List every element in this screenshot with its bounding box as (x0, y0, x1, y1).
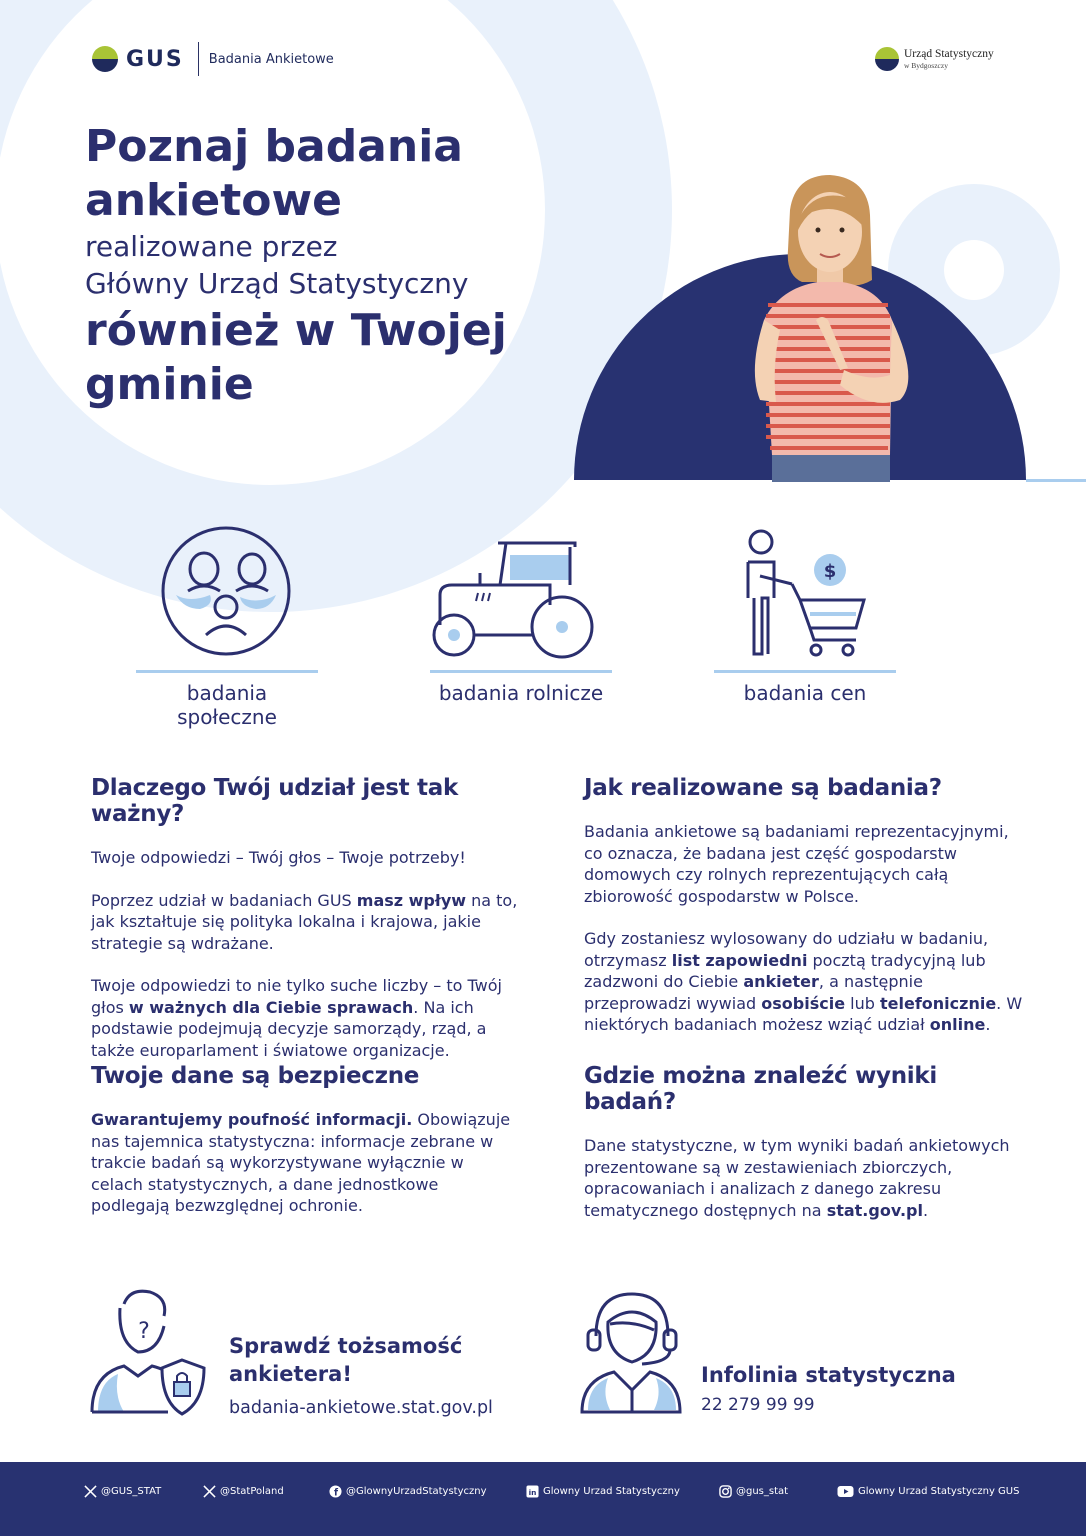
footer-link-x-gus-stat[interactable]: @GUS_STAT (84, 1482, 161, 1500)
footer-link-x-statpoland[interactable]: @StatPoland (203, 1482, 284, 1500)
section-heading: Gdzie można znaleźć wyniki badań? (584, 1063, 937, 1115)
section-why (91, 775, 531, 1082)
category-label: badania rolnicze (438, 681, 604, 705)
category-label: badania społeczne (177, 681, 277, 729)
how-paragraph-1: Badania ankietowe są badaniami reprezentacyjnymi, co oznacza, że badana jest część gospodarstw domowych czy rolnych reprezentujących całą zbiorowość gospodarstw w Polsce. (584, 822, 1009, 906)
svg-text:f: f (333, 1487, 338, 1498)
verify-url-link[interactable]: badania-ankietowe.stat.gov.pl (229, 1398, 493, 1418)
section-how (584, 775, 1024, 1057)
category-underline (714, 670, 896, 673)
hero-title (85, 120, 555, 412)
woman-photo (720, 170, 920, 482)
footer-link-linkedin[interactable]: in Glowny Urzad Statystyczny (526, 1482, 680, 1500)
subtitle-line-2: Główny Urząd Statystyczny (85, 267, 469, 300)
title-line-1: Poznaj badania (85, 121, 463, 172)
section-heading: Jak realizowane są badania? (584, 775, 942, 801)
office-logo[interactable] (874, 42, 994, 76)
emphasis-line-1: również w Twojej (85, 305, 507, 356)
shopping-cart-icon (740, 528, 870, 660)
svg-text:in: in (528, 1487, 537, 1497)
interviewer-id-icon (88, 1286, 210, 1418)
verify-title-line-2: ankietera! (229, 1362, 352, 1386)
footer-link-facebook[interactable]: f @GlownyUrzadStatystyczny (329, 1482, 487, 1500)
verify-interviewer-block (229, 1332, 493, 1418)
section-results (584, 1063, 1024, 1242)
verify-title-line-1: Sprawdź tożsamość (229, 1334, 463, 1358)
office-city: w Bydgoszczy (904, 61, 948, 70)
logo-divider (198, 42, 199, 76)
footer-link-instagram[interactable]: @gus_stat (719, 1482, 788, 1500)
svg-text:?: ? (138, 1319, 150, 1344)
gus-logo-subtitle: Badania Ankietowe (208, 51, 334, 67)
section-heading: Twoje dane są bezpieczne (91, 1063, 420, 1089)
footer-bar (0, 1462, 1086, 1536)
facebook-icon (329, 1485, 342, 1498)
why-paragraph-2: Poprzez udział w badaniach GUS masz wpływ na to, jak kształtuje się polityka lokalna i krajowa, jakie strategie są wdrażane. (91, 890, 518, 953)
category-underline (136, 670, 318, 673)
footer-link-youtube[interactable]: Glowny Urzad Statystyczny GUS (837, 1482, 1019, 1500)
emphasis-line-2: gminie (85, 359, 254, 410)
stat-gov-link[interactable]: stat.gov.pl (826, 1200, 923, 1220)
results-paragraph: Dane statystyczne, w tym wyniki badań ankietowych prezentowane są w zestawieniach zbiorczych, opracowaniach i analizach z danego zakresu tematycznego dostępnych na stat.gov.pl. (584, 1136, 1010, 1220)
category-social[interactable] (136, 670, 318, 729)
svg-text:$: $ (823, 561, 837, 582)
category-agricultural[interactable] (430, 670, 612, 705)
office-logo-mark-icon (874, 42, 900, 76)
hotline-headset-icon (580, 1290, 684, 1416)
hotline-title: Infolinia statystyczna (701, 1363, 956, 1387)
hotline-number[interactable]: 22 279 99 99 (701, 1395, 815, 1415)
tractor-icon (430, 535, 600, 660)
section-heading: Dlaczego Twój udział jest tak ważny? (91, 775, 458, 827)
how-paragraph-2: Gdy zostaniesz wylosowany do udziału w badaniu, otrzymasz list zapowiedni pocztą tradycyjną lub zadzwoni do Ciebie ankieter, a następnie przeprowadzi wywiad osobiście lub telefonicznie. W niektórych badaniach możesz wziąć udział online. (584, 929, 1023, 1034)
x-icon (203, 1485, 216, 1498)
hotline-block (701, 1361, 956, 1415)
x-icon (84, 1485, 97, 1498)
why-paragraph-3: Twoje odpowiedzi to nie tylko suche liczby – to Twój głos w ważnych dla Ciebie sprawach. Na ich podstawie podejmują decyzje samorządy, rząd, a także europarlament i światowe organizacje. (91, 976, 502, 1060)
why-paragraph-1: Twoje odpowiedzi – Twój głos – Twoje potrzeby! (91, 848, 466, 867)
gus-logo[interactable] (90, 42, 334, 76)
people-group-icon (160, 525, 292, 657)
title-line-2: ankietowe (85, 175, 342, 226)
office-name: Urząd Statystyczny (904, 47, 994, 60)
category-prices[interactable] (714, 670, 896, 705)
gus-logo-mark-icon (90, 44, 120, 74)
instagram-icon (719, 1485, 732, 1498)
section-safe (91, 1063, 511, 1238)
linkedin-icon (526, 1485, 539, 1498)
safe-paragraph: Gwarantujemy poufność informacji. Obowiązuje nas tajemnica statystyczna: informacje zebrane w trakcie badań są wykorzystywane wyłącznie w celach statystycznych, a dane jednostkowe podlegają bezwzględnej ochronie. (91, 1110, 511, 1215)
category-label: badania cen (743, 681, 867, 705)
category-underline (430, 670, 612, 673)
youtube-icon (837, 1485, 854, 1498)
gus-logo-text: GUS (126, 46, 184, 72)
subtitle-line-1: realizowane przez (85, 230, 338, 263)
